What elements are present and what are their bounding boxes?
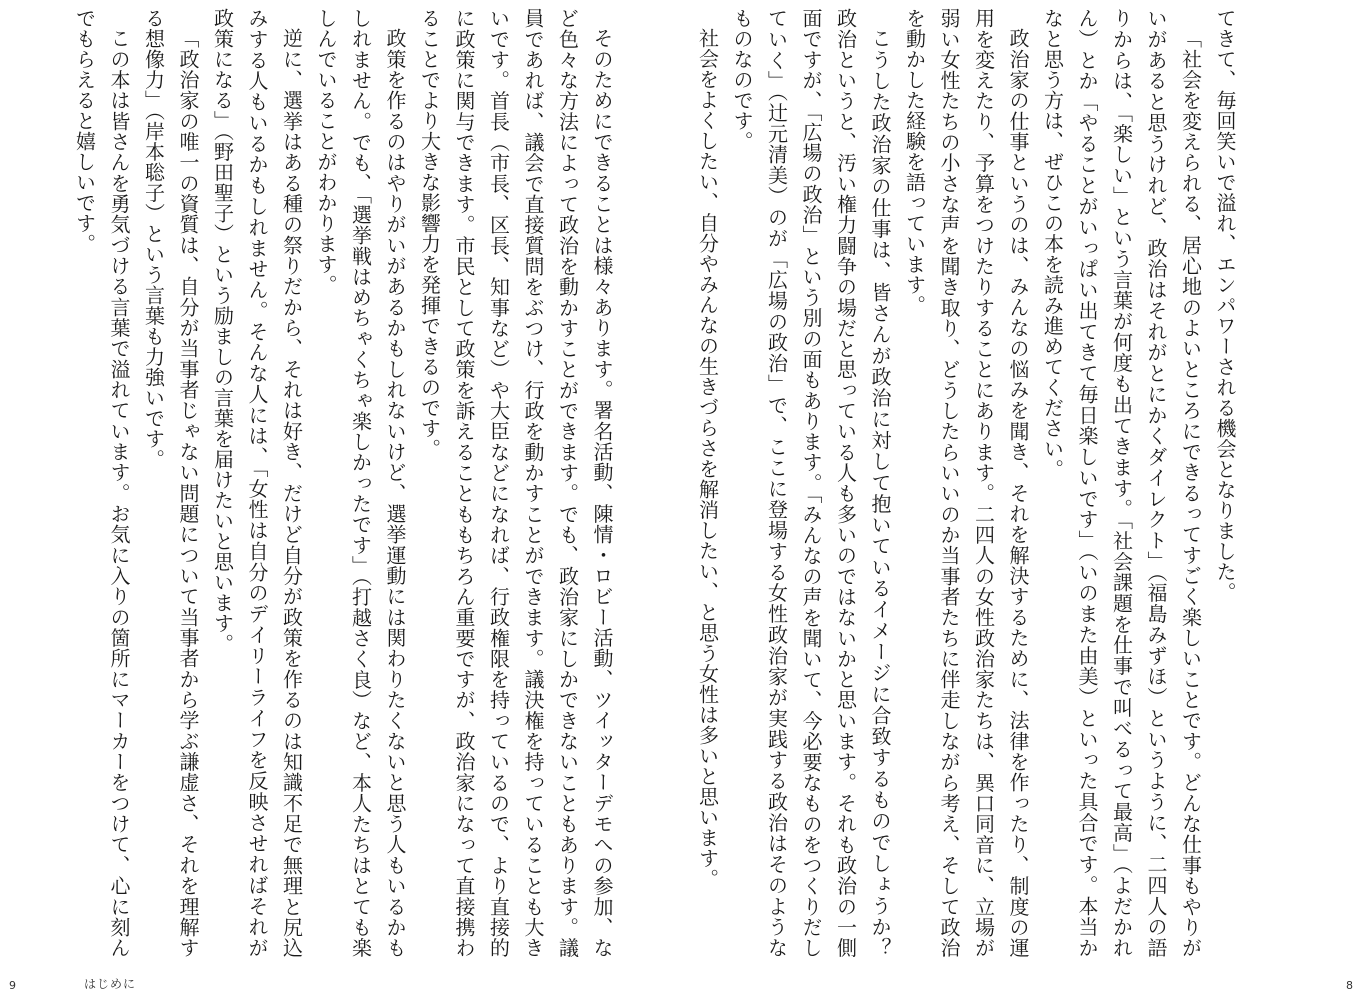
left-paragraph-4: 「政治家の唯一の資質は、自分が当事者じゃない問題について当事者から学ぶ謙虚さ、それを理解する想像力」（岸本聡子）という言葉も力強いです。	[141, 8, 200, 959]
right-page-body	[695, 8, 1242, 979]
running-head: はじめに	[84, 977, 137, 991]
right-paragraph-5: 社会をよくしたい、自分やみんなの生きづらさを解消したい、と思う女性は多いと思います。	[695, 28, 720, 889]
right-paragraph-4: こうした政治家の仕事は、皆さんが政治に対して抱いているイメージに合致するものでしょうか？ 政治というと、汚い権力闘争の場だと思っている人も多いのではないかと思います。それも政治の一側面ですが、「広場の政治」という別の面もあります。「みんなの声を聞いて、今必要なものをつくりだしていく」（辻元清美）のが「広場の政治」で、ここに登場する女性政治家が実践する政治はそのようなものなのです。	[730, 8, 892, 979]
page-number-right: 8	[1346, 979, 1353, 992]
page-number-left: 9	[9, 979, 16, 992]
left-paragraph-5: この本は皆さんを勇気づける言葉で溢れています。お気に入りの箇所にマーカーをつけて、心に刻んでもらえると嬉しいです。	[72, 8, 131, 958]
left-paragraph-2: 政策を作るのはやりがいがあるかもしれないけど、選挙運動には関わりたくないと思う人もいるかもしれません。でも、「選挙戦はめちゃくちゃ楽しかったです」（打越さく良）など、本人たちはとても楽しんでいることがわかります。	[314, 8, 407, 958]
right-page	[681, 0, 1362, 1000]
left-paragraph-1: そのためにできることは様々あります。署名活動、陳情・ロビー活動、ツイッターデモへの参加、など色々な方法によって政治を動かすことができます。でも、政治家にしかできないこともあります。議員であれば、議会で直接質問をぶつけ、行政を動かすことができます。議決権を持っていることも大きいです。首長（市長、区長、知事など）や大臣などになれば、行政権限を持っているので、より直接的に政策に関与できます。市民として政策を訴えることももちろん重要ですが、政治家になって直接携わることでより大きな影響力を発揮できるのです。	[417, 8, 614, 959]
right-paragraph-3: 政治家の仕事というのは、みんなの悩みを聞き、それを解決するために、法律を作ったり、制度の運用を変えたり、予算をつけたりすることにあります。二四人の女性政治家たちは、異口同音に、立場が弱い女性たちの小さな声を聞き取り、どうしたらいいのか当事者たちに伴走しながら考え、そして政治を動かした経験を語っています。	[902, 8, 1030, 958]
right-paragraph-2: 「社会を変えられる、居心地のよいところにできるってすごく楽しいことです。どんな仕事もやりがいがあると思うけれど、政治はそれがとにかくダイレクト」（福島みずほ）というように、二四人の語りからは、「楽しい」という言葉が何度も出てきます。「社会課題を仕事で叫べるって最高」（よだかれん）とか「やることがいっぱい出てきて毎日楽しいです」（いのまた由美）といった具合です。本当かなと思う方は、ぜひこの本を読み進めてください。	[1040, 8, 1203, 959]
left-paragraph-3: 逆に、選挙はある種の祭りだから、それは好き、だけど自分が政策を作るのは知識不足で無理と尻込みする人もいるかもしれません。そんな人には、「女性は自分のデイリーライフを反映させればそれが政策になる」（野田聖子）という励ましの言葉を届けたいと思います。	[210, 8, 304, 958]
left-page-body	[72, 8, 619, 959]
right-paragraph-1: てきて、毎回笑いで溢れ、エンパワーされる機会となりました。	[1213, 8, 1237, 603]
